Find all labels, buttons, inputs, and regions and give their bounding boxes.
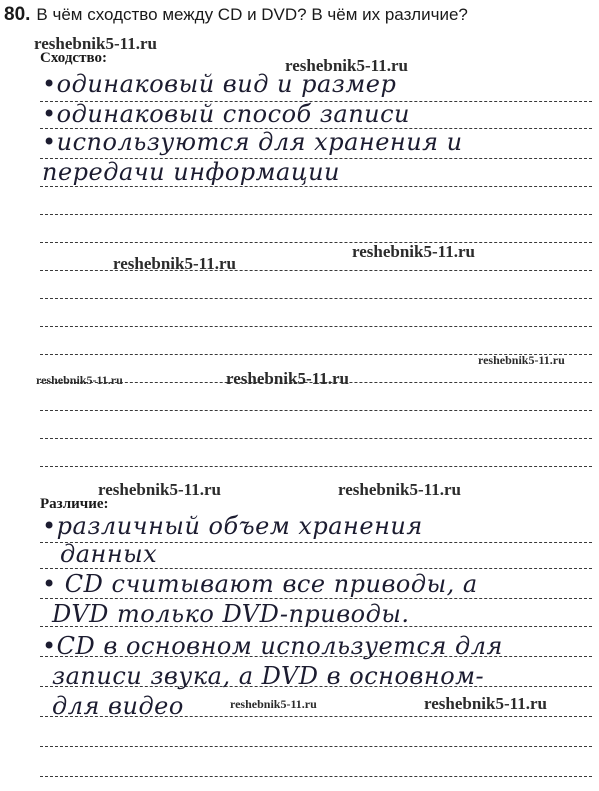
watermark: reshebnik5-11.ru bbox=[226, 369, 349, 388]
watermark: reshebnik5-11.ru bbox=[352, 242, 475, 261]
similarity-heading: Сходство: bbox=[40, 50, 107, 66]
task-question bbox=[4, 4, 594, 26]
difference-heading: Различие: bbox=[40, 496, 109, 512]
difference-line-7: для видео bbox=[52, 692, 184, 720]
difference-line-3: • CD считывают все приводы, а bbox=[42, 570, 478, 598]
watermark: reshebnik5-11.ru bbox=[338, 480, 461, 499]
task-number: 80. bbox=[4, 4, 31, 25]
difference-line-4: DVD только DVD-приводы. bbox=[52, 600, 410, 628]
similarity-line-3: •используются для хранения и bbox=[42, 128, 463, 156]
task-text: В чём сходство между CD и DVD? В чём их различие? bbox=[36, 5, 468, 24]
answer-line bbox=[40, 746, 592, 747]
answer-line bbox=[40, 568, 592, 569]
similarity-line-2: •одинаковый способ записи bbox=[42, 100, 410, 128]
watermark: reshebnik5-11.ru bbox=[424, 694, 547, 713]
answer-line bbox=[40, 298, 592, 299]
watermark: reshebnik5-11.ru bbox=[98, 480, 221, 499]
answer-line bbox=[40, 410, 592, 411]
answer-line bbox=[40, 242, 592, 243]
similarity-line-4: передачи информации bbox=[42, 158, 340, 186]
difference-line-6: записи звука, а DVD в основном- bbox=[52, 662, 485, 690]
answer-line bbox=[40, 438, 592, 439]
similarity-line-1: •одинаковый вид и размер bbox=[42, 70, 397, 98]
difference-line-2: данных bbox=[60, 540, 158, 568]
watermark: reshebnik5-11.ru bbox=[230, 697, 317, 711]
answer-line bbox=[40, 776, 592, 777]
watermark: reshebnik5-11.ru bbox=[478, 353, 565, 367]
watermark: reshebnik5-11.ru bbox=[34, 34, 157, 53]
answer-line bbox=[40, 186, 592, 187]
watermark: reshebnik5-11.ru bbox=[36, 373, 123, 387]
answer-line bbox=[40, 598, 592, 599]
watermark: reshebnik5-11.ru bbox=[113, 254, 236, 273]
difference-line-1: •различный объем хранения bbox=[42, 512, 423, 540]
answer-line bbox=[40, 466, 592, 467]
answer-line bbox=[40, 214, 592, 215]
watermark: reshebnik5-11.ru bbox=[285, 56, 408, 75]
answer-line bbox=[40, 326, 592, 327]
difference-line-5: •CD в основном используется для bbox=[42, 632, 503, 660]
